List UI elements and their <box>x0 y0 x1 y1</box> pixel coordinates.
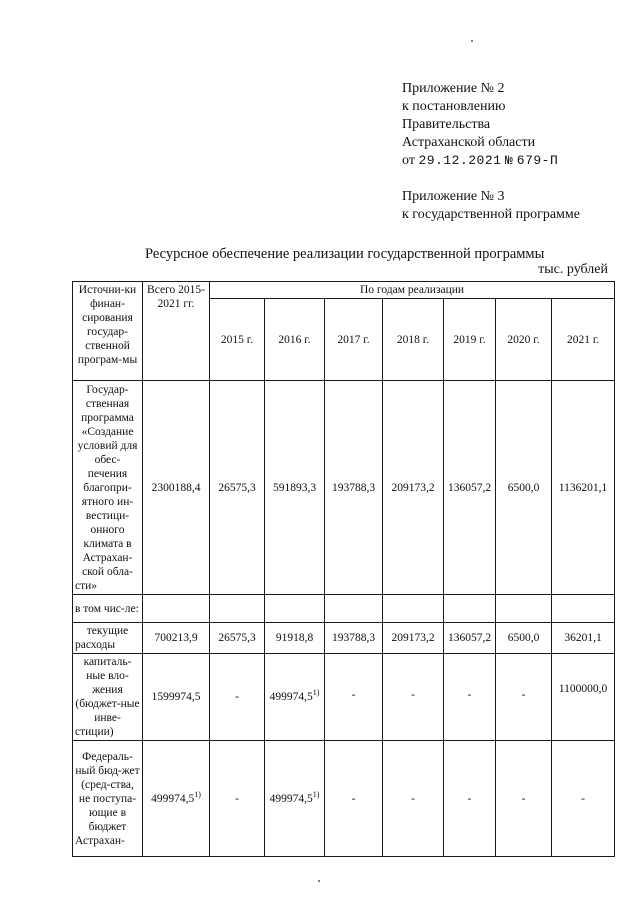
header-year: 2018 г. <box>383 299 444 381</box>
footnote-mark: 1) <box>312 688 320 698</box>
row-value-with-footnote <box>265 654 325 741</box>
table-title: Ресурсное обеспечение реализации государственной программы <box>145 246 545 262</box>
row-value: 26575,3 <box>210 623 265 654</box>
row-value: - <box>444 654 496 741</box>
scan-speck <box>471 40 473 42</box>
row-value: 209173,2 <box>383 623 444 654</box>
row-value <box>325 595 383 623</box>
government-name: Правительства <box>402 117 491 132</box>
row-value: - <box>552 741 615 857</box>
number-sign: № <box>504 153 514 168</box>
resolution-number: 679-П <box>516 153 559 168</box>
row-value: 1100000,0 <box>552 654 615 741</box>
row-value: - <box>325 741 383 857</box>
row-source: Федераль-ный бюд-жет (сред-ства, не поступа-ющие в бюджет Астрахан- <box>73 741 143 857</box>
row-value <box>496 595 552 623</box>
row-total <box>143 595 210 623</box>
appendix3-number: Приложение № 3 <box>402 189 505 204</box>
row-value <box>444 595 496 623</box>
row-value: 193788,3 <box>325 623 383 654</box>
scan-speck <box>318 880 320 882</box>
row-value <box>552 595 615 623</box>
row-value <box>210 595 265 623</box>
resolution-date-line <box>402 152 558 170</box>
header-year: 2020 г. <box>496 299 552 381</box>
resource-table <box>72 281 615 857</box>
units-label: тыс. рублей <box>538 262 608 277</box>
appendix-3-header <box>402 188 580 224</box>
row-value: 36201,1 <box>552 623 615 654</box>
row-total-with-footnote <box>143 741 210 857</box>
table-row-current-expenses <box>73 623 615 654</box>
row-value: - <box>383 654 444 741</box>
table-row-program <box>73 381 615 595</box>
row-value: 1136201,1 <box>552 381 615 595</box>
row-value: 499974,5 <box>269 691 313 703</box>
header-source: Источни-ки финан-сирования государ-ственной програм-мы <box>73 282 143 381</box>
header-years-group: По годам реализации <box>210 282 615 299</box>
footnote-mark: 1) <box>312 789 320 799</box>
row-value: - <box>325 654 383 741</box>
row-value: 193788,3 <box>325 381 383 595</box>
row-value: 6500,0 <box>496 623 552 654</box>
row-source: Государ-ственная программа «Создание условий для обес-печения благопри-ятного ин-вестици-онного климата в Астрахан-ской обла-сти» <box>73 381 143 595</box>
region-name: Астраханской области <box>402 135 536 150</box>
row-total: 700213,9 <box>143 623 210 654</box>
row-value: - <box>496 741 552 857</box>
date-prefix: от <box>402 153 415 168</box>
row-value: 499974,5 <box>269 792 313 805</box>
program-reference: к государственной программе <box>402 207 580 222</box>
row-value: - <box>444 741 496 857</box>
header-year: 2021 г. <box>552 299 615 381</box>
row-value: 91918,8 <box>265 623 325 654</box>
header-year: 2015 г. <box>210 299 265 381</box>
row-total: 499974,5 <box>151 792 195 805</box>
appendix-2-header <box>402 80 558 170</box>
row-value: - <box>496 654 552 741</box>
row-value: - <box>383 741 444 857</box>
row-source: капиталь-ные вло-жения (бюджет-ные инве-стиции) <box>73 654 143 741</box>
appendix-number: Приложение № 2 <box>402 81 505 96</box>
row-value <box>265 595 325 623</box>
row-source: текущие расходы <box>73 623 143 654</box>
row-source: в том чис-ле: <box>73 595 143 623</box>
row-value: - <box>210 654 265 741</box>
row-total: 2300188,4 <box>143 381 210 595</box>
row-value-with-footnote <box>265 741 325 857</box>
table-row-including <box>73 595 615 623</box>
header-row-1 <box>73 282 615 299</box>
row-value: 209173,2 <box>383 381 444 595</box>
row-value <box>383 595 444 623</box>
row-value: 6500,0 <box>496 381 552 595</box>
row-value: 591893,3 <box>265 381 325 595</box>
header-total: Всего 2015-2021 гг. <box>143 282 210 381</box>
header-year: 2019 г. <box>444 299 496 381</box>
header-year: 2016 г. <box>265 299 325 381</box>
row-total: 1599974,5 <box>143 654 210 741</box>
row-value: 136057,2 <box>444 623 496 654</box>
footnote-mark: 1) <box>194 789 201 799</box>
row-value: 136057,2 <box>444 381 496 595</box>
resolution-date: 29.12.2021 <box>418 153 502 168</box>
table-row-federal-budget <box>73 741 615 857</box>
header-year: 2017 г. <box>325 299 383 381</box>
resolution-reference: к постановлению <box>402 99 506 114</box>
row-value: 26575,3 <box>210 381 265 595</box>
table-row-capital-investment <box>73 654 615 741</box>
row-value: - <box>210 741 265 857</box>
